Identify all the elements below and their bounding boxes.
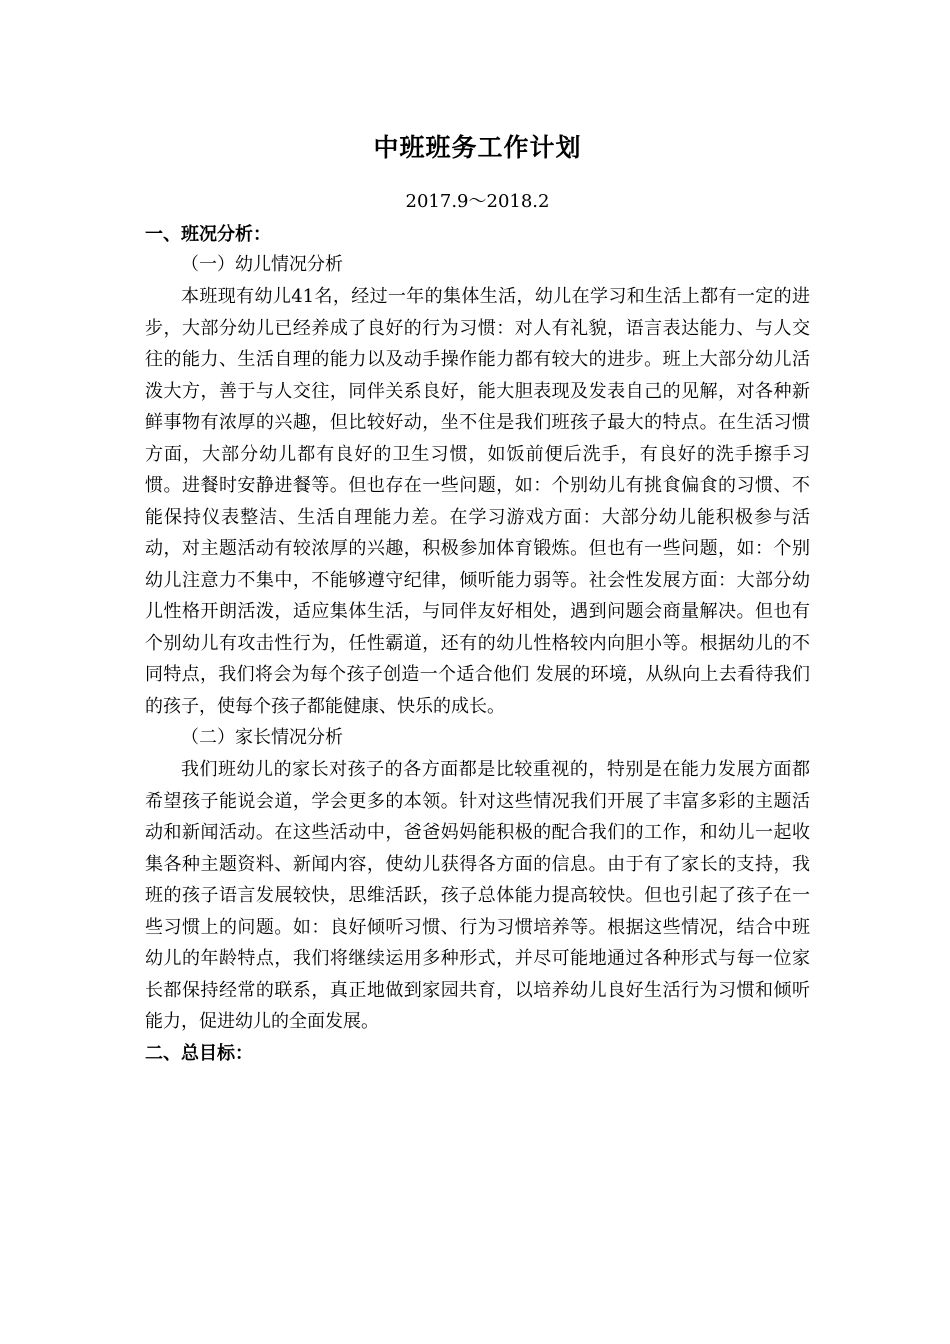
subheading-parents-analysis: （二）家长情况分析 xyxy=(181,727,343,748)
section-heading-class-analysis: 一、班况分析： xyxy=(145,224,271,245)
section-heading-overall-goals: 二、总目标： xyxy=(145,1042,253,1064)
document-content xyxy=(145,128,810,1068)
date-range: 2017.9～2018.2 xyxy=(405,191,550,212)
paragraph-children-analysis: 本班现有幼儿41名，经过一年的集体生活，幼儿在学习和生活上都有一定的进步，大部分幼儿已经养成了良好的行为习惯：对人有礼貌，语言表达能力、与人交往的能力、生活自理的能力以及动手操作能力都有较大的进步。班上大部分幼儿活泼大方，善于与人交往，同伴关系良好，能大胆表现及发表自己的见解，对各种新鲜事物有浓厚的兴趣，但比较好动，坐不住是我们班孩子最大的特点。在生活习惯方面，大部分幼儿都有良好的卫生习惯，如饭前便后洗手，有良好的洗手擦手习惯。进餐时安静进餐等。但也存在一些问题，如：个别幼儿有挑食偏食的习惯、不能保持仪表整洁、生活自理能力差。在学习游戏方面：大部分幼儿能积极参与活动，对主题活动有较浓厚的兴趣，积极参加体育锻炼。但也有一些问题，如：个别幼儿注意力不集中，不能够遵守纪律，倾听能力弱等。社会性发展方面：大部分幼儿性格开朗活泼，适应集体生活，与同伴友好相处，遇到问题会商量解决。但也有个别幼儿有攻击性行为，任性霸道，还有的幼儿性格较内向胆小等。根据幼儿的不同特点，我们将会为每个孩子创造一个适合他们 发展的环境，从纵向上去看待我们的孩子，使每个孩子都能健康、快乐的成长。 xyxy=(145,286,810,717)
paragraph-parents-analysis: 我们班幼儿的家长对孩子的各方面都是比较重视的，特别是在能力发展方面都希望孩子能说会道，学会更多的本领。针对这些情况我们开展了丰富多彩的主题活动和新闻活动。在这些活动中，爸爸妈妈能积极的配合我们的工作，和幼儿一起收集各种主题资料、新闻内容，使幼儿获得各方面的信息。由于有了家长的支持，我班的孩子语言发展较快，思维活跃，孩子总体能力提高较快。但也引起了孩子在一些习惯上的问题。如：良好倾听习惯、行为习惯培养等。根据这些情况，结合中班幼儿的年龄特点，我们将继续运用多种形式，并尽可能地通过各种形式与每一位家长都保持经常的联系，真正地做到家园共育，以培养幼儿良好生活行为习惯和倾听能力，促进幼儿的全面发展。 xyxy=(145,759,810,1032)
document-title: 中班班务工作计划 xyxy=(373,133,582,162)
subheading-children-analysis: （一）幼儿情况分析 xyxy=(181,254,343,275)
